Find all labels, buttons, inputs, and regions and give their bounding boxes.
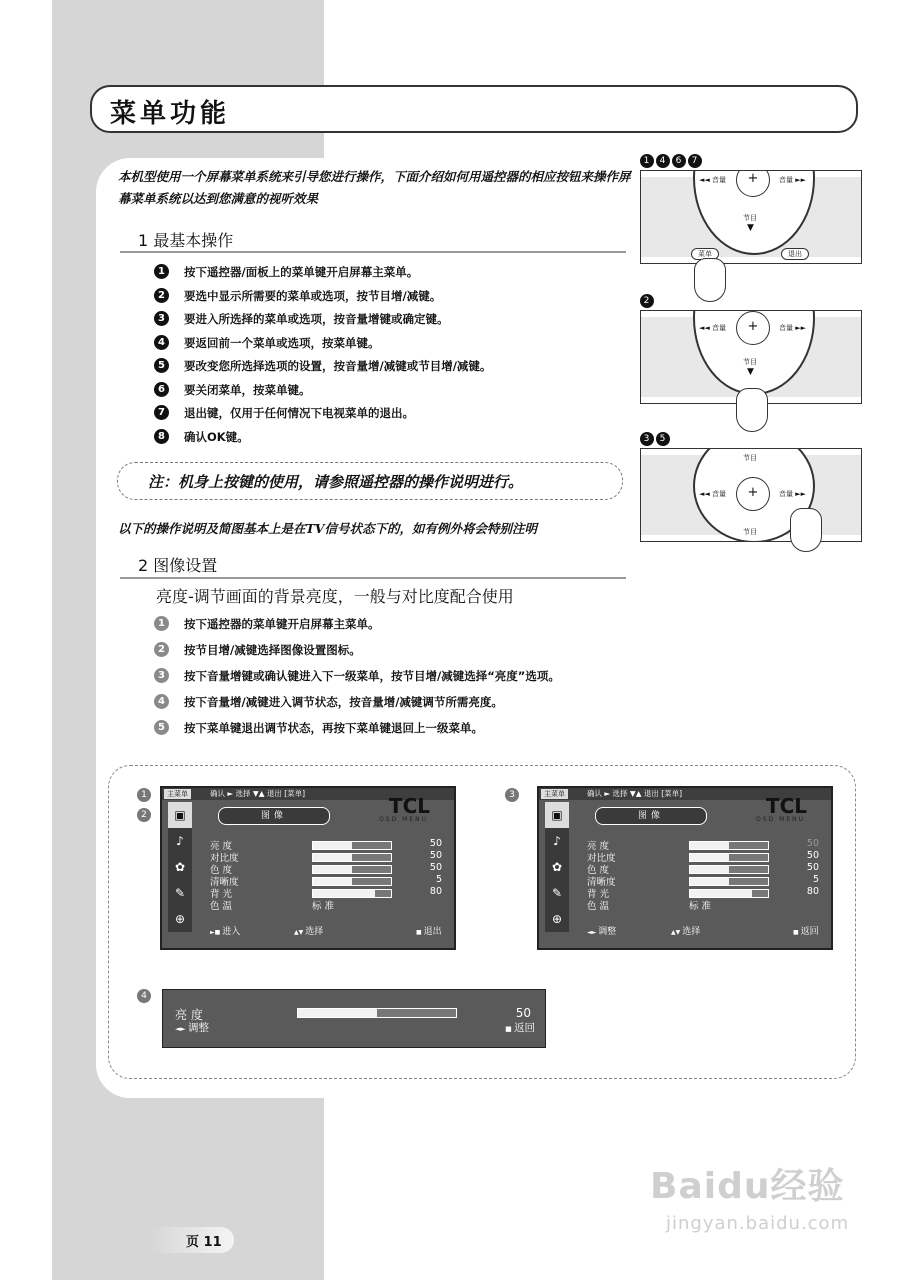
sub-note: 以下的操作说明及简图基本上是在TV信号状态下的，如有例外将会特别注明: [118, 521, 538, 536]
step-text: 要改变您所选择选项的设置，按音量增/减键或节目增/减键。: [184, 359, 492, 373]
level-bar[interactable]: [689, 877, 769, 886]
note-text: 注：机身上按键的使用，请参照遥控器的操作说明进行。: [148, 473, 524, 491]
wrench-icon[interactable]: ✎: [174, 886, 186, 900]
row-label[interactable]: 清晰度: [210, 877, 239, 888]
footer-back: ■ 返回: [793, 927, 819, 937]
remote2-label: [640, 292, 656, 308]
row-value: 50: [806, 838, 819, 849]
step-number: 8: [154, 429, 169, 444]
color-temp-value: 标 准: [312, 901, 335, 912]
leftright-icon: ◄►: [587, 929, 597, 936]
level-fill: [690, 866, 729, 873]
step-text: 要进入所选择的菜单或选项，按音量增键或确定键。: [184, 312, 449, 326]
step-text: 要关闭菜单，按菜单键。: [184, 382, 311, 397]
sound-icon[interactable]: ♪: [553, 834, 561, 848]
level-bar[interactable]: [689, 889, 769, 898]
row-label[interactable]: 色 温: [210, 901, 233, 912]
brightness-adjust-bar: [162, 989, 546, 1048]
row-label[interactable]: 亮 度: [587, 841, 610, 852]
row-value: 50: [429, 850, 442, 861]
hand-pointer-icon: [736, 388, 768, 432]
watermark-url: jingyan.baidu.com: [666, 1213, 850, 1234]
level-fill: [313, 878, 352, 885]
label-number: 3: [640, 432, 654, 446]
ok-ring: +: [736, 311, 770, 345]
main-menu-tag: 主菜单: [541, 789, 568, 799]
footer-enter: ►■ 进入: [210, 927, 241, 937]
label-number: 6: [672, 154, 686, 168]
step-text: 按下遥控器的菜单键开启屏幕主菜单。: [184, 617, 380, 631]
menu-button[interactable]: 菜单: [691, 248, 719, 260]
vol-minus-label: ◄◄ 音量: [699, 324, 726, 332]
step-number: 3: [154, 311, 169, 326]
step-number: 4: [154, 694, 169, 709]
row-label[interactable]: 色 度: [210, 865, 233, 876]
step-item: [154, 720, 560, 746]
channel-label: 节目: [743, 214, 757, 222]
hand-pointer-icon: [790, 508, 822, 552]
screen-marker: 2: [137, 808, 151, 822]
brand-logo-sub: OSD MENU: [379, 816, 428, 823]
remote-diagram-1: [640, 170, 862, 264]
brightness-subheading: 亮度-调节画面的背景亮度，一般与对比度配合使用: [156, 587, 514, 606]
menu-key-icon: ■: [416, 929, 422, 936]
step-number: 3: [154, 668, 169, 683]
section1-heading: 1 最基本操作: [138, 231, 234, 250]
level-fill: [313, 842, 352, 849]
menu-sidebar: [545, 802, 569, 932]
row-value: 5: [812, 874, 819, 885]
level-fill: [690, 890, 752, 897]
step-item: [154, 668, 560, 694]
row-label[interactable]: 背 光: [587, 889, 610, 900]
vol-plus-label: 音量 ►►: [779, 176, 806, 184]
step-item: [154, 694, 560, 720]
level-bar[interactable]: [689, 865, 769, 874]
wrench-icon[interactable]: ✎: [551, 886, 563, 900]
step-text: 要选中显示所需要的菜单或选项，按节目增/减键。: [184, 288, 442, 303]
label-number: 4: [656, 154, 670, 168]
intro-text: 本机型使用一个屏幕菜单系统来引导您进行操作，下面介绍如何用遥控器的相应按钮来操作屏幕菜单系统以达到您满意的视听效果: [118, 169, 631, 206]
enter-icon: ►■: [210, 929, 221, 936]
footer-adjust: ◄► 调整: [587, 927, 617, 937]
ok-ring: +: [736, 170, 770, 197]
row-value: 80: [429, 886, 442, 897]
step-text: 确认OK键。: [184, 429, 249, 444]
menu-tab-picture[interactable]: 图像: [218, 807, 330, 825]
page-number: 页 11: [186, 1235, 222, 1250]
row-label[interactable]: 清晰度: [587, 877, 616, 888]
level-fill: [690, 854, 729, 861]
section2-divider: [120, 577, 626, 579]
screen-marker: 4: [137, 989, 151, 1003]
row-value: 50: [429, 862, 442, 873]
menu-key-icon: ■: [505, 1025, 514, 1033]
menu-hint: 确认 ► 选择 ▼▲ 退出 [菜单]: [587, 789, 683, 798]
exit-button[interactable]: 退出: [781, 248, 809, 260]
row-value: 80: [806, 886, 819, 897]
ok-ring: +: [736, 477, 770, 511]
row-value: 50: [806, 850, 819, 861]
step-number: 5: [154, 358, 169, 373]
main-menu-tag: 主菜单: [164, 789, 191, 799]
step-item: [154, 335, 491, 359]
section2-heading: 2 图像设置: [138, 556, 218, 575]
channel-down-icon: ▼: [747, 367, 754, 377]
step-text: 要返回前一个菜单或选项，按菜单键。: [184, 335, 380, 350]
footer-back: ■ 返回: [505, 1022, 535, 1034]
remote1-label: [640, 152, 704, 168]
label-number: 1: [640, 154, 654, 168]
step-text: 按下遥控器/面板上的菜单键开启屏幕主菜单。: [184, 265, 419, 279]
step-item: [154, 288, 491, 312]
brand-logo-sub: OSD MENU: [756, 816, 805, 823]
remote3-label: [640, 430, 672, 446]
step-item: [154, 405, 491, 429]
page-number-pill: [148, 1227, 234, 1253]
vol-minus-label: ◄◄ 音量: [699, 490, 726, 498]
menu-sidebar: [168, 802, 192, 932]
step-item: [154, 264, 491, 288]
leftright-icon: ◄►: [175, 1025, 188, 1033]
step-item: [154, 642, 560, 668]
picture-icon[interactable]: ▣: [545, 802, 569, 828]
brand-logo: TCL: [765, 794, 807, 818]
level-bar[interactable]: [312, 889, 392, 898]
updown-icon: ▲▼: [294, 929, 304, 936]
note-box: [117, 462, 623, 500]
search-icon[interactable]: ⊕: [551, 912, 563, 926]
tv-menu-screen-2: [537, 786, 833, 950]
step-text: 按下音量增键或确认键进入下一级菜单，按节目增/减键选择“亮度”选项。: [184, 669, 560, 683]
step-number: 2: [154, 642, 169, 657]
step-number: 4: [154, 335, 169, 350]
row-label[interactable]: 背 光: [210, 889, 233, 900]
menu-tab-picture[interactable]: 图像: [595, 807, 707, 825]
section1-steps: [154, 264, 491, 452]
step-item: [154, 358, 491, 382]
level-fill: [313, 890, 375, 897]
label-number: 2: [640, 294, 654, 308]
step-number: 6: [154, 382, 169, 397]
level-bar[interactable]: [689, 841, 769, 850]
step-text: 按节目增/减键选择图像设置图标。: [184, 643, 361, 657]
row-value: 50: [806, 862, 819, 873]
step-item: [154, 616, 560, 642]
adjust-value: 50: [515, 1006, 531, 1020]
menu-key-icon: ■: [793, 929, 799, 936]
step-number: 2: [154, 288, 169, 303]
channel-label: 节目: [743, 358, 757, 366]
adjust-label: 亮 度: [175, 1008, 203, 1022]
row-value: 50: [429, 838, 442, 849]
level-fill: [690, 878, 729, 885]
search-icon[interactable]: ⊕: [174, 912, 186, 926]
section1-divider: [120, 251, 626, 253]
step-number: 1: [154, 616, 169, 631]
screen-marker: 3: [505, 788, 519, 802]
step-text: 按下音量增/减键进入调节状态，按音量增/减键调节所需亮度。: [184, 695, 503, 709]
sound-icon[interactable]: ♪: [176, 834, 184, 848]
screen-marker: 1: [137, 788, 151, 802]
level-bar[interactable]: [312, 853, 392, 862]
channel-label: 节目: [743, 528, 757, 536]
vol-plus-label: 音量 ►►: [779, 490, 806, 498]
level-fill: [690, 842, 729, 849]
row-label[interactable]: 亮 度: [210, 841, 233, 852]
footer-select: ▲▼ 选择: [294, 927, 324, 937]
hand-pointer-icon: [694, 258, 726, 302]
brand-logo: TCL: [388, 794, 430, 818]
level-fill: [313, 854, 352, 861]
vol-plus-label: 音量 ►►: [779, 324, 806, 332]
menu-hint: 确认 ► 选择 ▼▲ 退出 [菜单]: [210, 789, 306, 798]
adjust-level-bar[interactable]: [297, 1008, 457, 1018]
level-bar[interactable]: [689, 853, 769, 862]
step-text: 按下菜单键退出调节状态，再按下菜单键退回上一级菜单。: [184, 721, 483, 735]
level-bar[interactable]: [312, 865, 392, 874]
row-label[interactable]: 色 度: [587, 865, 610, 876]
vol-minus-label: ◄◄ 音量: [699, 176, 726, 184]
remote-diagram-3: [640, 448, 862, 542]
gear-icon[interactable]: ✿: [551, 860, 563, 874]
step-number: 1: [154, 264, 169, 279]
step-item: [154, 311, 491, 335]
watermark-brand: Baidu经验: [650, 1166, 845, 1207]
label-number: 7: [688, 154, 702, 168]
updown-icon: ▲▼: [671, 929, 681, 936]
step-text: 退出键，仅用于任何情况下电视菜单的退出。: [184, 406, 414, 420]
row-label[interactable]: 色 温: [587, 901, 610, 912]
step-item: [154, 382, 491, 406]
label-number: 5: [656, 432, 670, 446]
step-number: 7: [154, 405, 169, 420]
level-bar[interactable]: [312, 841, 392, 850]
channel-top-label: 节目: [743, 454, 757, 462]
level-bar[interactable]: [312, 877, 392, 886]
color-temp-value: 标 准: [689, 901, 712, 912]
level-fill: [313, 866, 352, 873]
section2-steps: [154, 616, 560, 746]
page-title: 菜单功能: [110, 99, 231, 129]
step-number: 5: [154, 720, 169, 735]
footer-select: ▲▼ 选择: [671, 927, 701, 937]
row-label[interactable]: 对比度: [210, 853, 239, 864]
step-item: [154, 429, 491, 453]
channel-down-icon: ▼: [747, 223, 754, 233]
gear-icon[interactable]: ✿: [174, 860, 186, 874]
title-bar: [90, 85, 858, 133]
footer-exit: ■ 退出: [416, 927, 442, 937]
level-fill: [298, 1009, 377, 1017]
picture-icon[interactable]: ▣: [168, 802, 192, 828]
row-value: 5: [435, 874, 442, 885]
row-label[interactable]: 对比度: [587, 853, 616, 864]
tv-menu-screen-1: [160, 786, 456, 950]
footer-adjust: ◄► 调整: [175, 1022, 209, 1034]
